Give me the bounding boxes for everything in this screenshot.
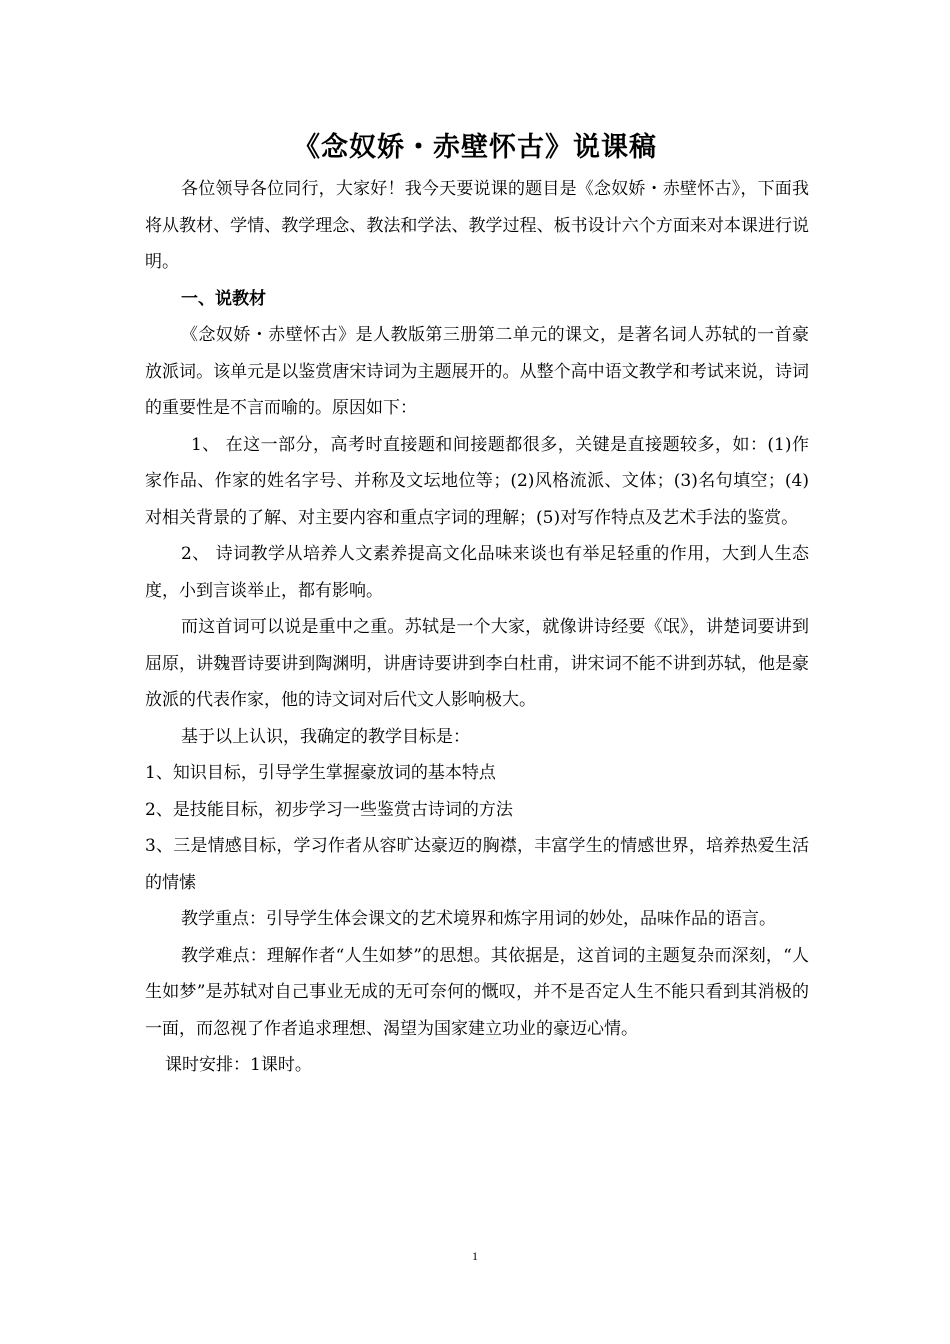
intro-paragraph: 各位领导各位同行，大家好！我今天要说课的题目是《念奴娇・赤壁怀古》，下面我将从教材、学情、教学理念、教法和学法、教学过程、板书设计六个方面来对本课进行说明。 <box>145 179 809 272</box>
goal-item: 3、三是情感目标，学习作者从容旷达豪迈的胸襟，丰富学生的情感世界，培养热爱生活的情愫 <box>145 836 809 893</box>
page-number: 1 <box>472 1249 478 1263</box>
section-heading: 一、说教材 <box>181 288 266 309</box>
body-paragraph: 基于以上认识，我确定的教学目标是： <box>181 726 470 747</box>
list-paragraph: 2、 诗词教学从培养人文素养提高文化品味来谈也有举足轻重的作用，大到人生态度，小到言谈举止，都有影响。 <box>145 544 809 601</box>
body-paragraph: 《念奴娇・赤壁怀古》是人教版第三册第二单元的课文，是著名词人苏轼的一首豪放派词。该单元是以鉴赏唐宋诗词为主题展开的。从整个高中语文教学和考试来说，诗词的重要性是不言而喻的。原因如下： <box>145 325 809 418</box>
body-paragraph: 而这首词可以说是重中之重。苏轼是一个大家，就像讲诗经要《氓》，讲楚词要讲到屈原，讲魏晋诗要讲到陶渊明，讲唐诗要讲到李白杜甫，讲宋词不能不讲到苏轼，他是豪放派的代表作家，他的诗文词对后代文人影响极大。 <box>145 617 809 710</box>
teaching-difficulty: 教学难点：理解作者“人生如梦”的思想。其依据是，这首词的主题复杂而深刻，“人生如梦”是苏轼对自己事业无成的无可奈何的慨叹，并不是否定人生不能只看到其消极的一面，而忽视了作者追求理想、渴望为国家建立功业的豪迈心情。 <box>145 945 809 1039</box>
goal-item: 1、知识目标，引导学生掌握豪放词的基本特点 <box>145 763 496 783</box>
page-title: 《念奴娇・赤壁怀古》说课稿 <box>293 132 657 163</box>
goal-item: 2、是技能目标，初步学习一些鉴赏古诗词的方法 <box>145 799 513 820</box>
teaching-focus: 教学重点：引导学生体会课文的艺术境界和炼字用词的妙处，品味作品的语言。 <box>181 909 776 929</box>
document-body <box>145 171 809 1084</box>
class-hours: 课时安排：1课时。 <box>165 1055 312 1075</box>
list-paragraph: 1、 在这一部分，高考时直接题和间接题都很多，关键是直接题较多，如：(1)作家作品、作家的姓名字号、并称及文坛地位等；(2)风格流派、文体；(3)名句填空；(4)对相关背景的了解、对主要内容和重点字词的理解；(5)对写作特点及艺术手法的鉴赏。 <box>145 434 809 528</box>
